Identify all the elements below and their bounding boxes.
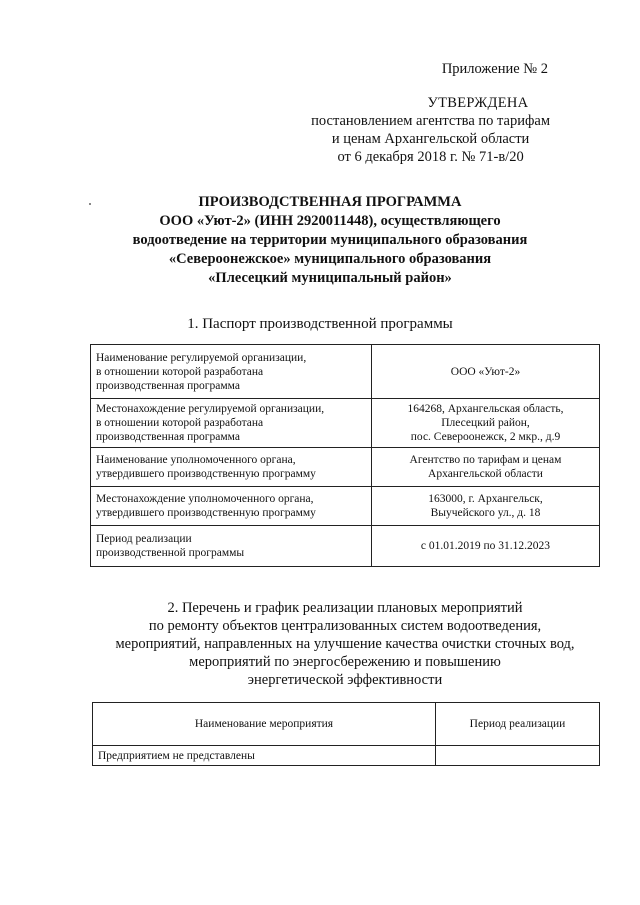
row-value: с 01.01.2019 по 31.12.2023 xyxy=(372,526,600,567)
heading-line: по ремонту объектов централизованных систем водоотведения, xyxy=(148,618,542,634)
activities-table xyxy=(92,702,600,766)
title-line: «Североонежское» муниципального образования xyxy=(168,251,492,267)
row-label: Местонахождение регулируемой организации, в отношении которой разработана производственная программа xyxy=(91,399,372,448)
section2-heading xyxy=(90,599,600,689)
approval-block xyxy=(311,60,548,166)
row-label: Местонахождение уполномоченного органа, утвердившего производственную программу xyxy=(91,487,372,526)
table-row xyxy=(91,345,600,399)
annex-number: Приложение № 2 xyxy=(441,61,548,77)
table-row xyxy=(93,746,600,766)
document-title xyxy=(80,193,580,288)
title-line: ПРОИЗВОДСТВЕННАЯ ПРОГРАММА xyxy=(198,194,462,210)
heading-line: мероприятий по энергосбережению и повышению xyxy=(189,654,501,670)
approval-line: постановлением агентства по тарифам xyxy=(311,113,550,129)
table-row xyxy=(91,526,600,567)
row-label: Наименование уполномоченного органа, утвердившего производственную программу xyxy=(91,448,372,487)
heading-line: энергетической эффективности xyxy=(247,672,443,688)
section1-heading: 1. Паспорт производственной программы xyxy=(187,316,453,332)
title-line: водоотведение на территории муниципального образования xyxy=(132,232,528,248)
approval-line: и ценам Архангельской области xyxy=(331,131,530,147)
row-label: Период реализации производственной программы xyxy=(91,526,372,567)
title-line: «Плесецкий муниципальный район» xyxy=(208,270,452,286)
approval-line: от 6 декабря 2018 г. № 71-в/20 xyxy=(337,149,524,165)
column-header-activity: Наименование мероприятия xyxy=(93,703,436,746)
table-header-row xyxy=(93,703,600,746)
heading-line: 2. Перечень и график реализации плановых мероприятий xyxy=(167,600,523,616)
table-row xyxy=(91,487,600,526)
period-cell xyxy=(436,746,600,766)
row-value: 163000, г. Архангельск, Выучейского ул., д. 18 xyxy=(372,487,600,526)
column-header-period: Период реализации xyxy=(436,703,600,746)
activity-cell: Предприятием не представлены xyxy=(93,746,436,766)
row-value: ООО «Уют-2» xyxy=(372,345,600,399)
table-row xyxy=(91,448,600,487)
row-value: Агентство по тарифам и ценам Архангельской области xyxy=(372,448,600,487)
row-value: 164268, Архангельская область, Плесецкий район, пос. Североонежск, 2 мкр., д.9 xyxy=(372,399,600,448)
row-label: Наименование регулируемой организации, в отношении которой разработана производственная программа xyxy=(91,345,372,399)
table-row xyxy=(91,399,600,448)
approved-stamp-text: УТВЕРЖДЕНА xyxy=(427,95,529,111)
passport-table xyxy=(90,344,600,567)
heading-line: мероприятий, направленных на улучшение качества очистки сточных вод, xyxy=(115,636,575,652)
title-line: ООО «Уют-2» (ИНН 2920011448), осуществляющего xyxy=(159,213,501,229)
